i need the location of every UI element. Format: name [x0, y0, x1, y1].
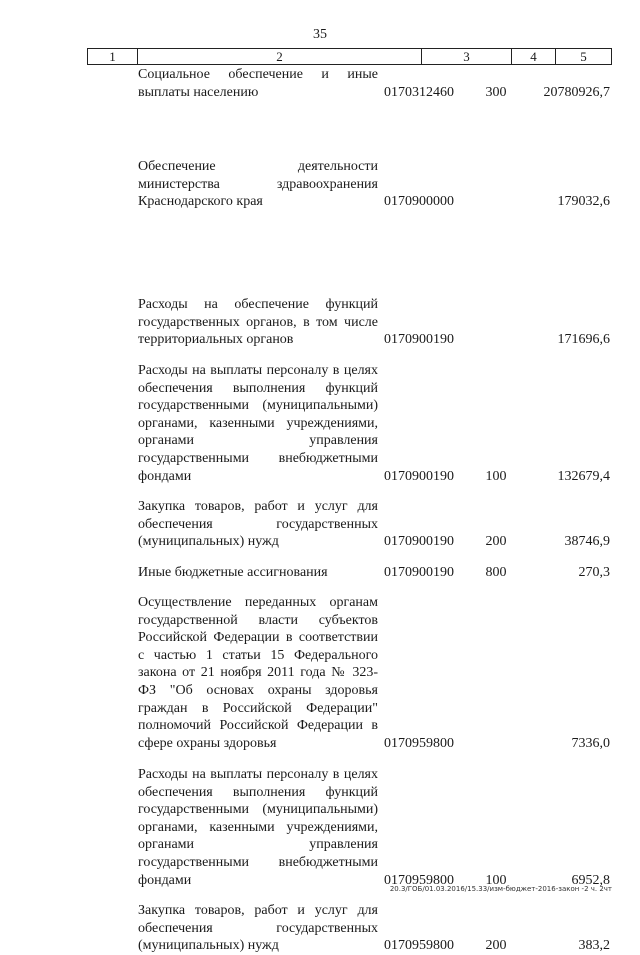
- row-code: 0170959800: [384, 938, 454, 954]
- header-col-3: 3: [422, 49, 512, 65]
- row-code: 0170959800: [384, 735, 454, 751]
- row-code: 0170312460: [384, 84, 454, 100]
- row-code: 0170900190: [384, 534, 454, 550]
- row-description: Иные бюджетные ассигнования: [138, 565, 328, 580]
- header-col-4: 4: [512, 49, 556, 65]
- row-amount: 383,2: [578, 938, 610, 954]
- row-amount: 179032,6: [557, 194, 610, 210]
- header-col-2: 2: [138, 49, 422, 65]
- row-description: Социальное обеспечение и иные выплаты населению: [138, 67, 378, 100]
- row-code: 0170900190: [384, 565, 454, 580]
- header-col-5: 5: [556, 49, 612, 65]
- row-expense-type: 100: [485, 468, 507, 484]
- row-description: Закупка товаров, работ и услуг для обеспечения государственных (муниципальных) нужд: [138, 903, 378, 954]
- row-description: Осуществление переданных органам государственной власти субъектов Российской Федерации в соответствии с частью 1 статьи 15 Федерального закона от 21 ноября 2011 года № 323-ФЗ "Об основах охраны здоровья граждан в Российской Федерации" полномочий Российской Федерации в сфере охраны здоровья: [138, 595, 378, 751]
- row-expense-type: 200: [485, 938, 507, 954]
- row-amount: 6952,8: [571, 872, 610, 888]
- row-amount: 20780926,7: [543, 84, 610, 100]
- row-expense-type: 100: [485, 872, 507, 888]
- row-amount: 132679,4: [557, 468, 610, 484]
- row-amount: 7336,0: [571, 735, 610, 751]
- row-code: 0170900000: [384, 194, 454, 210]
- row-expense-type: 300: [485, 84, 507, 100]
- row-description: Обеспечение деятельности министерства здравоохранения Краснодарского края: [138, 159, 378, 210]
- row-amount: 270,3: [578, 565, 610, 580]
- row-description: Расходы на выплаты персоналу в целях обеспечения выполнения функций государственными (муниципальными) органами, казенными учреждениями, органами управления государственными внебюджетными фондами: [138, 767, 378, 888]
- column-header-table: [87, 48, 612, 65]
- document-footer: 20.3/ГОБ/01.03.2016/15.33/изм-бюджет-2016-закон -2 ч. 2чт: [389, 885, 612, 893]
- page-number: 35: [313, 27, 327, 42]
- table-row: [0, 66, 640, 110]
- row-description: Закупка товаров, работ и услуг для обеспечения государственных (муниципальных) нужд: [138, 499, 378, 550]
- header-col-1: 1: [88, 49, 138, 65]
- row-description: Расходы на выплаты персоналу в целях обеспечения выполнения функций государственными (муниципальными) органами, казенными учреждениями, органами управления государственными внебюджетными фондами: [138, 363, 378, 484]
- row-code: 0170900190: [384, 468, 454, 484]
- row-amount: 171696,6: [557, 332, 610, 348]
- row-amount: 38746,9: [564, 534, 610, 550]
- table-row: [0, 110, 640, 210]
- row-code: 0170959800: [384, 872, 454, 888]
- row-description: Расходы на обеспечение функций государственных органов, в том числе территориальных органов: [138, 297, 378, 348]
- row-expense-type: 200: [485, 534, 507, 550]
- row-code: 0170900190: [384, 332, 454, 348]
- row-expense-type: 800: [485, 565, 507, 580]
